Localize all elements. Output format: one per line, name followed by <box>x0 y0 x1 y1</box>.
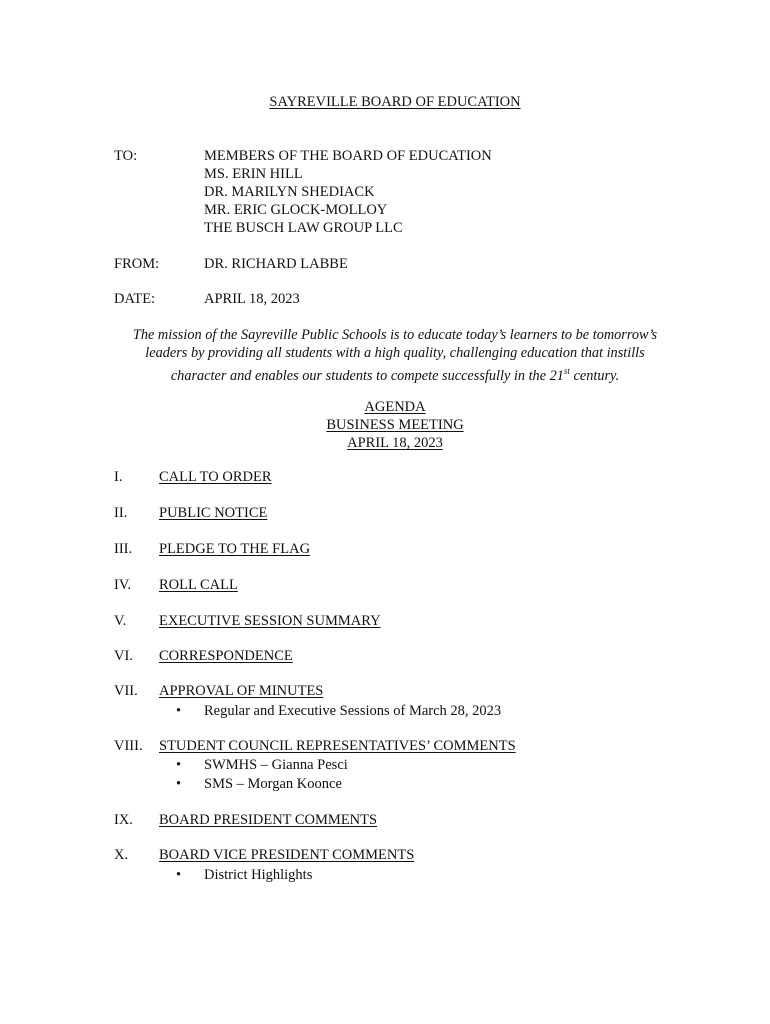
bullet-item: SMS – Morgan Koonce <box>204 776 342 792</box>
agenda-heading: AGENDA <box>364 399 426 415</box>
mission-line: The mission of the Sayreville Public Schools is to educate today’s learners to be tomorrow’s <box>132 327 658 343</box>
agenda-item-title: PLEDGE TO THE FLAG <box>159 541 311 557</box>
bullet-item: SWMHS – Gianna Pesci <box>204 757 348 773</box>
agenda-item-title: PUBLIC NOTICE <box>159 505 268 521</box>
agenda-item-number: VI. <box>114 648 133 664</box>
bullet-icon: • <box>176 776 182 792</box>
agenda-item-title: APPROVAL OF MINUTES <box>159 683 324 699</box>
agenda-item-number: IX. <box>114 812 133 828</box>
agenda-item-title: CORRESPONDENCE <box>159 648 293 664</box>
date-label: DATE: <box>114 291 156 307</box>
from-label: FROM: <box>114 256 160 272</box>
date-value: APRIL 18, 2023 <box>204 291 300 307</box>
to-line: MR. ERIC GLOCK-MOLLOY <box>204 202 388 218</box>
document-title: SAYREVILLE BOARD OF EDUCATION <box>269 94 521 110</box>
agenda-item-title: STUDENT COUNCIL REPRESENTATIVES’ COMMENTS <box>159 738 516 754</box>
to-line: THE BUSCH LAW GROUP LLC <box>204 220 403 236</box>
bullet-icon: • <box>176 867 182 883</box>
agenda-item-number: I. <box>114 469 123 485</box>
agenda-header <box>0 398 770 452</box>
mission-line-text: character and enables our students to compete successfully in the 21 <box>170 367 564 384</box>
mission-line: leaders by providing all students with a high quality, challenging education that instills <box>145 345 645 361</box>
to-line: MS. ERIN HILL <box>204 166 303 182</box>
agenda-item-number: IV. <box>114 577 132 593</box>
agenda-item-number: VII. <box>114 683 138 699</box>
agenda-subheading: BUSINESS MEETING <box>326 417 464 433</box>
bullet-item: District Highlights <box>204 867 313 883</box>
agenda-item-number: X. <box>114 847 129 863</box>
agenda-item-title: BOARD VICE PRESIDENT COMMENTS <box>159 847 415 863</box>
agenda-item-number: III. <box>114 541 133 557</box>
ordinal-suffix: st <box>563 366 570 376</box>
agenda-item-title: CALL TO ORDER <box>159 469 272 485</box>
to-line: DR. MARILYN SHEDIACK <box>204 184 375 200</box>
mission-line <box>100 362 690 385</box>
bullet-icon: • <box>176 703 182 719</box>
from-value: DR. RICHARD LABBE <box>204 256 348 272</box>
agenda-date: APRIL 18, 2023 <box>347 435 443 451</box>
agenda-item-title: ROLL CALL <box>159 577 238 593</box>
mission-statement <box>100 326 690 385</box>
agenda-item-title: EXECUTIVE SESSION SUMMARY <box>159 613 381 629</box>
mission-line-text: century. <box>569 367 620 384</box>
bullet-item: Regular and Executive Sessions of March 28, 2023 <box>204 703 502 719</box>
agenda-item-number: V. <box>114 613 127 629</box>
bullet-icon: • <box>176 757 182 773</box>
agenda-item-number: II. <box>114 505 128 521</box>
agenda-item-number: VIII. <box>114 738 143 754</box>
agenda-item-title: BOARD PRESIDENT COMMENTS <box>159 812 378 828</box>
to-label: TO: <box>114 148 138 164</box>
to-line: MEMBERS OF THE BOARD OF EDUCATION <box>204 148 492 164</box>
